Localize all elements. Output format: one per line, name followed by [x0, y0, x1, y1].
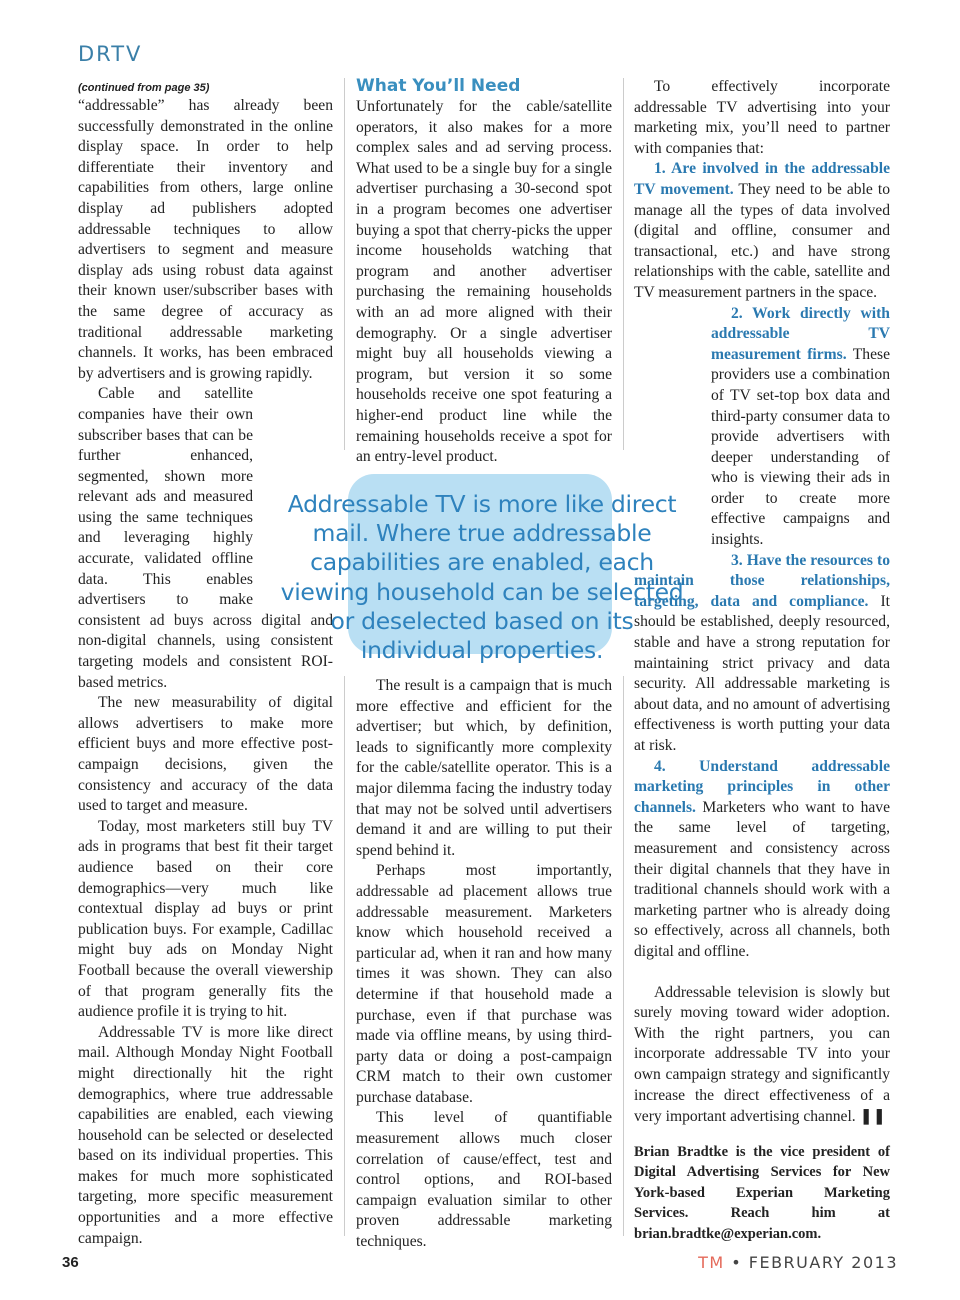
right-item-4	[634, 757, 890, 963]
left-paragraph-4: Today, most marketers still buy TV ads in programs that best fit their target audience based on their core demographics—very much like contextual display ad buys or print publication buys. For example, Cadillac might buy ads on Monday Night Football because the overall viewership of that program generally fits the audience profile it is trying to hit.	[78, 817, 333, 1021]
item-3-body: It should be established, deeply resourced, stable and have a strong reputation for maintaining strict privacy and data security. All addressable marketing is about data, and no amount of advertising effectiveness is worth putting your data at risk.	[634, 592, 890, 754]
item-1-head: 1. Are involved in the addressable TV movement.	[634, 160, 890, 198]
divider-right-top	[623, 78, 624, 450]
divider-left-top	[344, 78, 345, 450]
continued-note: (continued from page 35)	[78, 82, 210, 94]
magazine-mark: TM	[698, 1253, 725, 1272]
end-mark-icon: ❚❚	[859, 1107, 886, 1126]
item-3-head: 3. Have the resources to maintain those relationships, targeting, data and compliance.	[634, 551, 890, 610]
author-bio: Brian Bradtke is the vice president of Digital Advertising Services for New York-based Experian Marketing Services. Reach him at brian.bradtke@experian.com.	[634, 1143, 890, 1243]
right-intro: To effectively incorporate addressable TV advertising into your marketing mix, you’ll need to partner with companies that:	[634, 78, 890, 157]
item-2-body: These providers use a combination of TV set-top box data and third-party consumer data to provide advertisers with deeper understanding of who is viewing their ads in order to create more effective campaigns and insights.	[711, 345, 890, 549]
divider-right-bottom	[623, 676, 624, 1236]
middle-paragraph-1: Unfortunately for the cable/satellite operators, it also makes for a more complex sales and ad serving process. What used to be a single buy for a single advertiser purchasing a 30-second spot in a program becomes one advertiser buying a spot that cherry-picks the upper income households watching that program and another advertiser purchasing the remaining households with an ad more aligned with their demography. Or a single advertiser might buy all households viewing a program, but version it so some households receive one spot featuring a higher-end product line while the remaining households receive a spot for an entry-level product.	[356, 98, 612, 466]
left-paragraph-2-text: Cable and satellite companies have their own subscriber bases that can be further enhanced, segmented, shown more relevant ads and measured using the same techniques and leveraging highly accurate, validated offline data. This enables advertisers to make consistent ad buys across digital and non-digital channels, using consistent targeting models and consistent ROI-based metrics.	[78, 385, 333, 691]
section-label: DRTV	[78, 42, 143, 66]
pull-quote: Addressable TV is more like direct mail. Where true addressable capabilities are enabled, each viewing household can be selected or deselected based on its individual properties.	[280, 490, 684, 665]
footer-bullet: •	[731, 1253, 743, 1272]
middle-paragraph-2: The result is a campaign that is much more effective and efficient for the advertiser; but which, by definition, leads to significantly more complexity for the cable/satellite operator. This is a major dilemma facing the industry today that may not be solved until advertisers demand it and are willing to put their spend behind it.	[356, 677, 612, 859]
middle-paragraph-3: Perhaps most importantly, addressable ad placement allows true addressable measurement. Marketers know which household received a particular ad, when it ran and how many times it was shown. They can also determine if that household made a purchase, even if that purchase was made via offline means, by using third-party data or doing a post-campaign CRM match to their own customer purchase database.	[356, 862, 612, 1106]
footer	[698, 1253, 898, 1272]
left-paragraph-3: The new measurability of digital allows advertisers to make more efficient buys and more effective post-campaign decisions, given the consistency and accuracy of the data used to target and measure.	[78, 694, 333, 815]
middle-column-top	[356, 76, 612, 468]
item-1-body: They need to be able to manage all the types of data involved (digital and offline, consumer and transactional, etc.) and have strong relationships with the cable, satellite and TV measurement partners in the space.	[634, 180, 890, 301]
divider-left-bottom	[344, 676, 345, 1236]
item-2-head: 2. Work directly with addressable TV measurement firms.	[711, 304, 890, 363]
page-number: 36	[62, 1254, 79, 1271]
left-paragraph-5: Addressable TV is more like direct mail. Although Monday Night Football might directionally hit the right demographics, where true addressable capabilities are enabled, each viewing household can be selected or deselected based on its individual properties. This makes for much more sophisticated targeting, more specific measurement opportunities and a more effective campaign.	[78, 1023, 333, 1247]
middle-column-bottom	[356, 676, 612, 1253]
closing-text: Addressable television is slowly but surely moving toward wider adoption. With the right partners, you can incorporate addressable TV into your own campaign strategy and significantly increase the direct effectiveness of a very important advertising channel.	[634, 983, 890, 1126]
right-closing	[634, 983, 890, 1128]
subhead-what-youll-need: What You’ll Need	[356, 76, 521, 96]
item-4-body: Marketers who want to have the same level of targeting, measurement and consistency across their digital channels that they have in traditional channels should work with a marketing partner who is already doing so effectively, across all channels, both digital and offline.	[634, 798, 890, 960]
middle-paragraph-4: This level of quantifiable measurement allows much closer correlation of cause/effect, test and control options, and ROI-based campaign evaluation similar to other proven addressable marketing techniques.	[356, 1109, 612, 1251]
item-4-head: 4. Understand addressable marketing principles in other channels.	[634, 757, 890, 816]
left-paragraph-1: “addressable” has already been successfully demonstrated in the online display space. In order to help differentiate their inventory and capabilities from others, large online display ad publishers adopted addressable techniques to allow advertisers to segment and measure display ads using robust data against their known user/subscriber bases with the same degree of accuracy as traditional addressable marketing channels. It works, has been embraced by advertisers and is growing rapidly.	[78, 97, 333, 382]
issue-date: FEBRUARY 2013	[748, 1253, 898, 1272]
right-item-1	[634, 159, 890, 303]
